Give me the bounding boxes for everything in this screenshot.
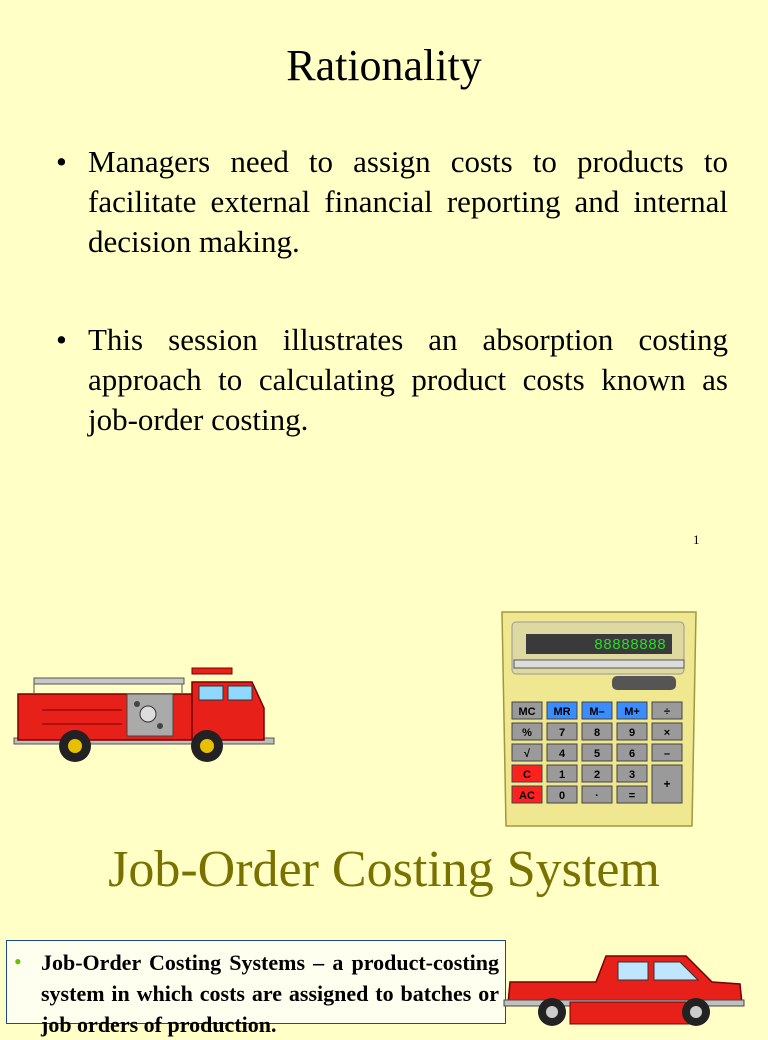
- page-number: 1: [693, 532, 700, 547]
- calc-key-label: M+: [624, 706, 640, 718]
- calc-key-label: 4: [558, 748, 566, 760]
- slide-2-title: Job-Order Costing System: [108, 841, 660, 898]
- calc-key-label: 9: [628, 727, 636, 739]
- calc-key-label: √: [523, 748, 531, 760]
- calc-key-label: AC: [519, 790, 535, 802]
- calc-key-label: 2: [593, 769, 601, 781]
- calc-key-label: MR: [553, 706, 571, 718]
- calc-key-label: ÷: [663, 706, 671, 718]
- calc-key-label: ·: [595, 790, 599, 802]
- calc-key-label: –: [663, 748, 671, 760]
- calculator-icon: [496, 612, 702, 830]
- calc-key-label: %: [522, 727, 532, 739]
- calc-key-label: MC: [518, 706, 536, 718]
- definition-text: Job-Order Costing Systems – a product-costing system in which costs are assigned to batches or job orders of production.: [41, 950, 499, 1037]
- calc-key-label: 8: [593, 727, 601, 739]
- bullet-dot-icon: •: [56, 322, 67, 357]
- definition-box: [6, 940, 506, 1037]
- calc-key-label: 5: [593, 748, 601, 760]
- calc-key-label: =: [628, 790, 636, 802]
- bullet-dot-icon: •: [56, 144, 67, 179]
- bullet-item: • Managers need to assign costs to products to facilitate external financial reporting and internal decision making.: [56, 144, 728, 259]
- calc-key-label: M–: [589, 706, 605, 718]
- calc-key-label: +: [663, 777, 671, 791]
- calc-key-label: ×: [663, 727, 671, 739]
- bullet-dot-icon: •: [14, 949, 22, 974]
- slide-1-bullet-list: [56, 142, 728, 498]
- calc-key-label: 7: [558, 727, 566, 739]
- fire-truck-icon: [12, 664, 276, 770]
- calc-key-label: C: [523, 769, 531, 781]
- bullet-item: • This session illustrates an absorption costing approach to calculating product costs known as job-order costing.: [56, 322, 728, 437]
- calc-key-label: 0: [558, 790, 566, 802]
- calc-key-label: 6: [628, 748, 636, 760]
- calc-key-label: 3: [628, 769, 636, 781]
- pickup-truck-icon: [500, 950, 750, 1024]
- slide-1-title: Rationality: [286, 41, 482, 90]
- svg-text:88888888: 88888888: [593, 637, 666, 654]
- calc-key-label: 1: [558, 769, 566, 781]
